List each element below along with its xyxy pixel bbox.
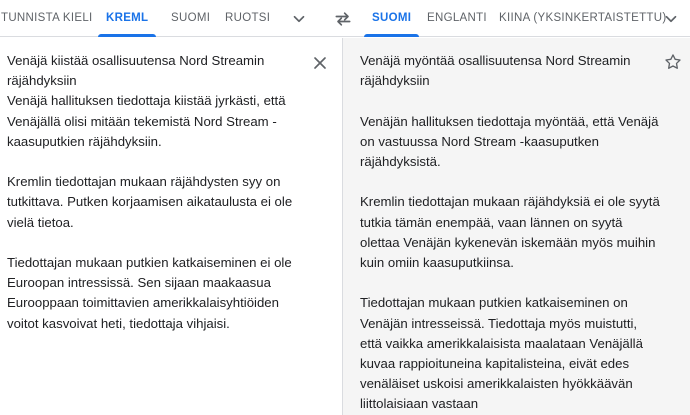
chevron-down-icon[interactable]: [662, 10, 680, 28]
source-line: Euroopan intressissä. Sen sijaan maakaasua: [7, 275, 271, 291]
source-line: Eurooppaan toimittavien amerikkalaisyhtiöiden: [7, 295, 279, 311]
tab-source-suomi[interactable]: SUOMI: [171, 12, 211, 24]
source-text[interactable]: [7, 51, 302, 334]
translation-paragraph: [360, 112, 660, 173]
swap-icon[interactable]: [333, 9, 353, 29]
source-line: räjähdyksiin: [7, 73, 77, 89]
translation-line: tutkia tämän enempää, vaan lännen on syytä: [360, 214, 623, 230]
translation-line: liittolaisiaan vastaan: [360, 396, 479, 412]
translation-text: [360, 51, 660, 415]
translation-line: räjähdyksistä.: [360, 154, 441, 169]
translation-line: Kremlin tiedottajan mukaan räjähdyksiä ei ole syytä: [360, 194, 660, 210]
source-text-pane[interactable]: [0, 38, 342, 415]
tab-source-kreml[interactable]: KREML: [106, 0, 148, 37]
source-line: tutkittava. Putken korjaamisen aikataulusta ei ole: [7, 194, 293, 210]
star-icon[interactable]: [663, 52, 683, 72]
translation-line: on vastuussa Nord Stream -kaasuputken: [360, 133, 599, 149]
source-line: Venäjä kiistää osallisuutensa Nord Streamin: [7, 53, 265, 68]
source-line: Kremlin tiedottajan mukaan räjähdysten syy on: [7, 174, 281, 190]
source-paragraph: [7, 172, 302, 233]
source-line: kaasuputkien räjähdyksiin.: [7, 133, 162, 149]
source-line: Venäjällä olisi mitään tekemistä Nord Stream -: [7, 113, 277, 129]
translation-line: kuvaa rappioituneina kapitalisteina, eivät edes: [360, 356, 630, 371]
chevron-down-icon[interactable]: [290, 10, 308, 28]
translation-paragraph: [360, 192, 660, 273]
translation-line: Venäjän intresseissä. Tiedottaja myös muistutti,: [360, 315, 638, 331]
source-line: voitot kasvoivat heti, tiedottaja vihjaisi.: [7, 315, 230, 331]
tab-source-detect-language[interactable]: TUNNISTA KIELI: [1, 12, 93, 24]
source-paragraph: [7, 51, 302, 152]
translation-paragraph: [360, 51, 660, 91]
translation-line: venäläiset uskoisi amerikkalaisten hyökkäävän: [360, 376, 633, 392]
language-bar: [0, 0, 690, 37]
tab-target-englanti[interactable]: ENGLANTI: [427, 12, 487, 24]
translation-line: että vaikka amerikkalaisista maalataan Venäjällä: [360, 335, 643, 351]
translation-line: Venäjä myöntää osallisuutensa Nord Streamin: [360, 53, 631, 68]
source-line: Venäjä hallituksen tiedottaja kiistää jyrkästi, että: [7, 93, 286, 109]
close-icon[interactable]: [310, 53, 330, 73]
translation-paragraph: [360, 293, 660, 414]
translation-line: olettaa Venäjän kykenevän iskemään myös muihin: [360, 234, 656, 250]
source-line: vielä tietoa.: [7, 214, 74, 230]
translation-line: Venäjän hallituksen tiedottaja myöntää, että Venäjä: [360, 113, 659, 129]
translation-line: räjähdyksiin: [360, 73, 430, 89]
tab-target-kiina[interactable]: KIINA (YKSINKERTAISTETTU): [499, 12, 667, 24]
source-line: Tiedottajan mukaan putkien katkaiseminen ei ole: [7, 255, 292, 270]
translation-line: kuin omiin kaasuputkiinsa.: [360, 255, 514, 270]
tab-target-suomi[interactable]: SUOMI: [372, 0, 411, 37]
source-paragraph: [7, 253, 302, 334]
tab-source-ruotsi[interactable]: RUOTSI: [225, 12, 271, 24]
translation-pane: [342, 38, 690, 415]
translation-line: Tiedottajan mukaan putkien katkaiseminen on: [360, 295, 628, 311]
